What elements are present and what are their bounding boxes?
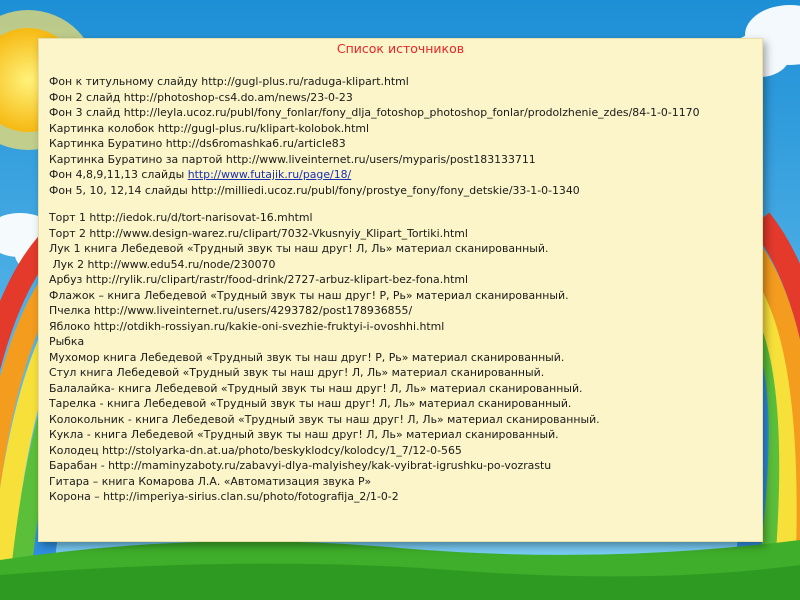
source-line: Фон 3 слайд http://leyla.ucoz.ru/publ/fony_fonlar/fony_dlja_fotoshop_photoshop_fonlar/prodolzhenie_zdes/84-1-0-1170 bbox=[49, 106, 700, 119]
source-line: Фон 5, 10, 12,14 слайды http://milliedi.ucoz.ru/publ/fony/prostye_fony/fony_detskie/33-1-0-1340 bbox=[49, 183, 580, 197]
source-line: Рыбка bbox=[49, 335, 85, 348]
sources-list bbox=[49, 74, 754, 505]
source-line: Фон к титульному слайду http://gugl-plus.ru/raduga-klipart.html bbox=[49, 75, 409, 88]
source-line: Картинка Буратино за партой http://www.liveinternet.ru/users/myparis/post183133711 bbox=[49, 152, 536, 166]
source-line: Пчелка http://www.liveinternet.ru/users/4293782/post178936855/ bbox=[49, 304, 413, 317]
source-prefix: Фон 4,8,9,11,13 слайды bbox=[49, 168, 188, 181]
source-line: Яблоко http://otdikh-rossiyan.ru/kakie-oni-svezhie-fruktyi-i-ovoshhi.html bbox=[49, 319, 445, 333]
slide-title: Список источников bbox=[336, 41, 465, 56]
blank-line bbox=[49, 198, 754, 210]
source-link[interactable]: http://www.futajik.ru/page/18/ bbox=[187, 168, 352, 181]
source-line: Корона – http://imperiya-sirius.clan.su/photo/fotografija_2/1-0-2 bbox=[49, 490, 399, 503]
source-line: Торт 2 http://www.design-warez.ru/clipart/7032-Vkusnyiy_Klipart_Tortiki.html bbox=[49, 226, 468, 240]
source-line: Стул книга Лебедевой «Трудный звук ты наш друг! Л, Ль» материал сканированный. bbox=[49, 366, 545, 379]
sources-panel bbox=[38, 38, 763, 542]
source-line: Фон 2 слайд http://photoshop-cs4.do.am/news/23-0-23 bbox=[49, 90, 353, 104]
source-line: Колодец http://stolyarka-dn.at.ua/photo/beskyklodcy/kolodcy/1_7/12-0-565 bbox=[49, 443, 462, 457]
source-line: Флажок – книга Лебедевой «Трудный звук ты наш друг! Р, Рь» материал сканированный. bbox=[49, 288, 569, 302]
source-line: Балалайка- книга Лебедевой «Трудный звук ты наш друг! Л, Ль» материал сканированный. bbox=[49, 381, 583, 395]
source-line: Мухомор книга Лебедевой «Трудный звук ты наш друг! Р, Рь» материал сканированный. bbox=[49, 350, 565, 364]
source-line: Картинка Буратино http://ds6romashka6.ru/article83 bbox=[49, 137, 346, 150]
source-line: Картинка колобок http://gugl-plus.ru/klipart-kolobok.html bbox=[49, 121, 369, 135]
source-line bbox=[49, 167, 754, 183]
source-line: Лук 1 книга Лебедевой «Трудный звук ты наш друг! Л, Ль» материал сканированный. bbox=[49, 242, 549, 255]
source-line: Лук 2 http://www.edu54.ru/node/230070 bbox=[49, 257, 276, 271]
source-line: Торт 1 http://iedok.ru/d/tort-narisovat-16.mhtml bbox=[49, 211, 313, 224]
source-line: Тарелка - книга Лебедевой «Трудный звук ты наш друг! Л, Ль» материал сканированный. bbox=[49, 397, 572, 410]
source-line: Барабан - http://maminyzaboty.ru/zabavyi-dlya-malyishey/kak-vyibrat-igrushku-po-vozrastu bbox=[49, 459, 552, 472]
source-line: Колокольник - книга Лебедевой «Трудный звук ты наш друг! Л, Ль» материал сканированный. bbox=[49, 412, 600, 426]
source-line: Арбуз http://rylik.ru/clipart/rastr/food-drink/2727-arbuz-klipart-bez-fona.html bbox=[49, 273, 468, 286]
source-line: Гитара – книга Комарова Л.А. «Автоматизация звука Р» bbox=[49, 474, 372, 488]
source-line: Кукла - книга Лебедевой «Трудный звук ты наш друг! Л, Ль» материал сканированный. bbox=[49, 428, 559, 441]
